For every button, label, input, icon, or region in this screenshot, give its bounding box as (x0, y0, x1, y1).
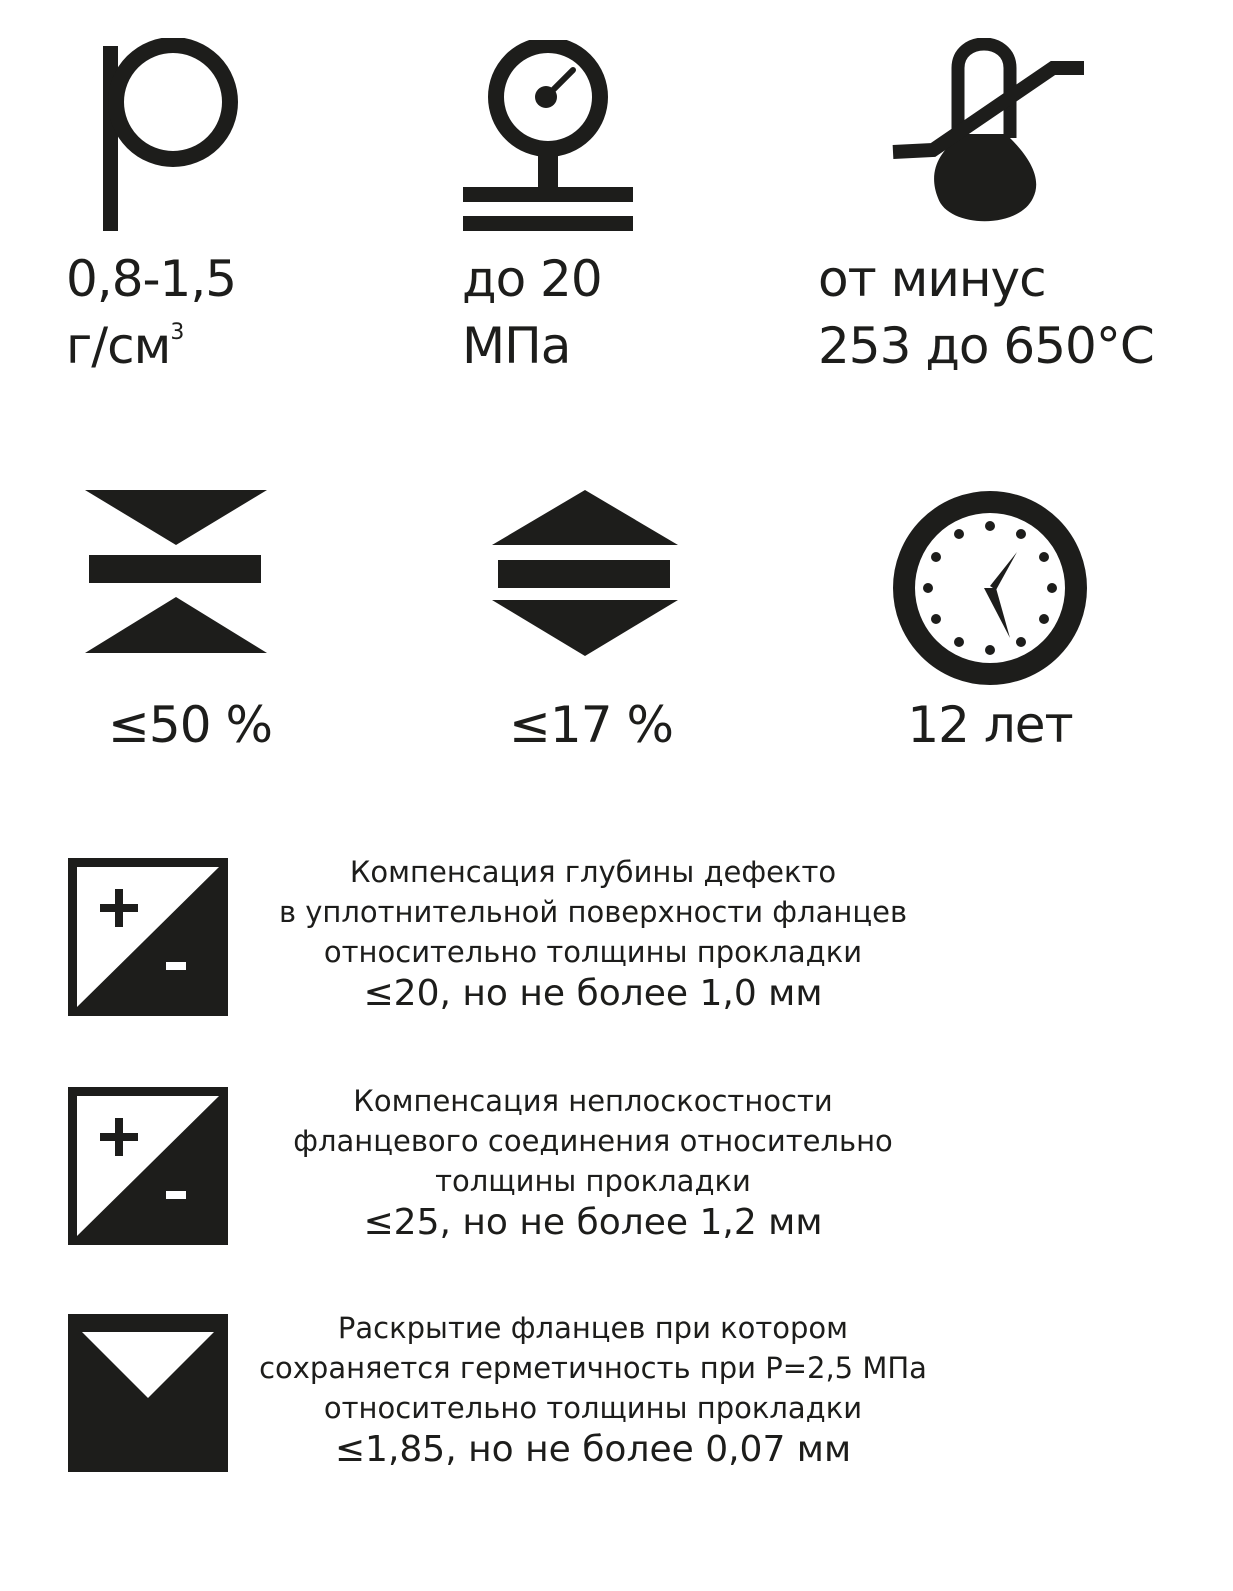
pressure-value (462, 246, 602, 380)
density-unit-exponent: 3 (170, 320, 184, 345)
flange-opening-icon (68, 1314, 228, 1472)
spec-flatness (220, 1081, 966, 1245)
density-unit-text: г/см (66, 317, 171, 375)
pressure-unit: МПа (462, 317, 571, 375)
recovery-icon (490, 490, 680, 660)
pressure-gauge-icon (458, 40, 638, 235)
spec-flange-opening (220, 1308, 966, 1472)
spec-flatness-line3: толщины прокладки (435, 1164, 751, 1198)
spec-flatness-line2: фланцевого соединения относительно (293, 1124, 893, 1158)
spec-defect-depth-line2: в уплотнительной поверхности фланцев (278, 895, 908, 929)
density-unit (66, 313, 236, 380)
spec-flatness-value: ≤25, но не более 1,2 мм (363, 1202, 823, 1243)
spec-defect-depth-line1: Компенсация глубины дефекто (349, 855, 837, 889)
service-life-value: 12 лет (907, 696, 1073, 754)
compression-icon (85, 490, 267, 655)
spec-flange-opening-line2: сохраняется герметичность при Р=2,5 МПа (259, 1351, 927, 1385)
pressure-limit: до 20 (462, 250, 602, 308)
plus-minus-compensation-icon (68, 858, 228, 1016)
spec-defect-depth-line3: относительно толщины прокладки (323, 935, 863, 969)
spec-flange-opening-line1: Раскрытие фланцев при котором (337, 1311, 849, 1345)
spec-flange-opening-value: ≤1,85, но не более 0,07 мм (334, 1429, 852, 1470)
spec-defect-depth (220, 852, 966, 1016)
spec-defect-depth-value: ≤20, но не более 1,0 мм (363, 973, 823, 1014)
temperature-value (818, 246, 1154, 380)
clock-icon (892, 490, 1088, 686)
spec-flange-opening-line3: относительно толщины прокладки (323, 1391, 863, 1425)
rho-density-icon (95, 38, 255, 238)
density-value (66, 246, 236, 380)
compression-value: ≤50 % (108, 696, 272, 754)
plus-minus-compensation-icon (68, 1087, 228, 1245)
temperature-line2: 253 до 650°С (818, 317, 1154, 375)
recovery-value: ≤17 % (509, 696, 673, 754)
density-range: 0,8-1,5 (66, 250, 237, 308)
temperature-line1: от минус (818, 250, 1046, 308)
spec-flatness-line1: Компенсация неплоскостности (353, 1084, 833, 1118)
thermometer-icon (888, 38, 1088, 233)
